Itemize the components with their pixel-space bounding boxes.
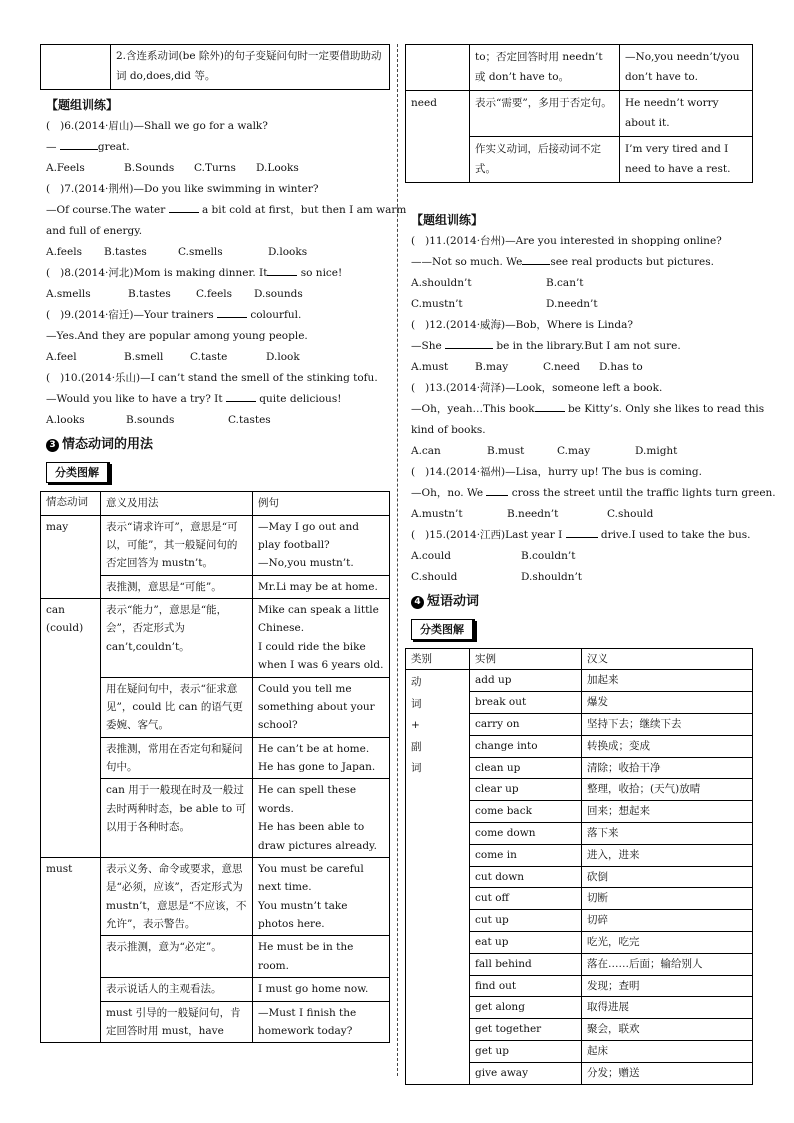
phrase-example: eat up — [470, 931, 582, 953]
phrase-example: cut off — [470, 888, 582, 910]
phrase-meaning: 坚持下去；继续下去 — [582, 713, 753, 735]
phrase-meaning: 回来；想起来 — [582, 801, 753, 823]
phrase-example: come down — [470, 822, 582, 844]
table-row — [406, 670, 753, 692]
phrase-example: change into — [470, 735, 582, 757]
phrase-example: get along — [470, 997, 582, 1019]
question-12: ( )12.(2014·威海)—Bob，Where is Linda? —She be in the library.But I am not sure. A.must B.may C.need D.has to — [411, 319, 681, 374]
modal-word-can: can (could) — [41, 599, 101, 858]
phrase-meaning: 砍倒 — [582, 866, 753, 888]
question-10: ( )10.(2014·乐山)—I can’t stand the smell of the stinking tofu. —Would you like to have a try? It quite delicious! A.looks B.sounds C.tastes — [46, 372, 378, 427]
practice-title-2: 【题组训练】 — [411, 212, 484, 227]
phrase-example: cut up — [470, 910, 582, 932]
phrase-meaning: 加起来 — [582, 670, 753, 692]
phrase-meaning: 切断 — [582, 888, 753, 910]
phrase-example: find out — [470, 975, 582, 997]
phrase-example: come in — [470, 844, 582, 866]
phrase-example: fall behind — [470, 953, 582, 975]
phrase-meaning: 吃光，吃完 — [582, 931, 753, 953]
phrase-meaning: 爆发 — [582, 692, 753, 714]
practice-title: 【题组训练】 — [46, 97, 119, 112]
top-table-empty-cell — [41, 45, 111, 90]
phrase-meaning: 取得进展 — [582, 997, 753, 1019]
phrase-meaning: 转换成；变成 — [582, 735, 753, 757]
column-divider — [397, 44, 398, 1076]
phrase-example: clean up — [470, 757, 582, 779]
phrase-example: carry on — [470, 713, 582, 735]
phrasal-verbs-table: 类别 实例 汉义 动 词 + 副 词 add up 加起来 break out 爆发 carry on 坚持下去；继续下去 change into 转换成；变成 clean up 清除；收拾干净 clear up 整理，收拾；(天气)放晴 come back 回来；想起来 come down 落下来 come in 进入，进来 cut down 砍倒 cut off 切断 cut up 切碎 eat up 吃光，吃完 fall behind 落在……后面；输给别人 find out 发现；查明 get along 取得进展 get together 聚会，联欢 get up 起床 give away 分发；赠送 — [405, 648, 753, 1085]
top-table — [40, 44, 390, 90]
phrase-example: break out — [470, 692, 582, 714]
phrase-example: get up — [470, 1040, 582, 1062]
phrase-example: come back — [470, 801, 582, 823]
question-6: ( )6.(2014·眉山)—Shall we go for a walk? — great. A.Feels B.Sounds C.Turns D.Looks — [46, 120, 299, 175]
top-table-cell: 2.含连系动词(be 除外)的句子变疑问句时一定要借助助动词 do,does,did 等。 — [111, 45, 390, 90]
number-4-icon: 4 — [411, 596, 424, 609]
phrase-example: get together — [470, 1019, 582, 1041]
question-15: ( )15.(2014·江西)Last year I drive.I used to take the bus. A.could B.couldn’t C.should D.shouldn’t — [411, 529, 751, 584]
phrase-meaning: 整理，收拾；(天气)放晴 — [582, 779, 753, 801]
left-column — [40, 44, 407, 1043]
question-13: ( )13.(2014·菏泽)—Look，someone left a book. —Oh，yeah…This book be Kitty’s. Only she likes to read this kind of books. A.can B.must C.may D.might — [411, 382, 765, 458]
modal-verbs-table: 情态动词 意义及用法 例句 may 表示“请求许可”，意思是“可以，可能”，其一般疑问句的否定回答为 mustn’t。 —May I go out and play football? —No,you mustn’t. 表推测，意思是“可能”。 Mr.Li may be at home. can (could) 表示“能力”，意思是“能，会”，否定形式为 can’t,couldn’t。 Mike can speak a little Chinese. I could ride the bike when I was 6 years old. 用在疑问句中，表示“征求意见”，could 比 can 的语气更委婉、客气。 Could you tell me something about your school? 表推测，常用在否定句和疑问句中。 He can’t be at home. He has gone to Japan. can 用于一般现在时及一般过去时两种时态，be able to 可以用于各种时态。 He can spell these words. He has been able to draw pictures already. must 表示义务、命令或要求，意思是“必须，应该”，否定形式为 mustn’t，意思是“不应该，不允许”，表示警告。 You must be careful next time. You mustn’t take photos here. 表示推测，意为“必定”。 He must be in the room. 表示说话人的主观看法。 I must go home now. must 引导的一般疑问句，肯定回答时用 must，have —Must I finish the homework today? — [40, 491, 390, 1044]
question-14: ( )14.(2014·福州)—Lisa，hurry up! The bus is coming. —Oh，no. We cross the street until the traffic lights turn green. A.mustn’t B.needn’t C.should — [411, 466, 776, 521]
phrase-meaning: 落下来 — [582, 822, 753, 844]
category-cell: 动 词 + 副 词 — [406, 670, 470, 1084]
need-table: to；否定回答时用 needn’t 或 don’t have to。 —No,you needn’t/you don’t have to. need 表示“需要”，多用于否定句。 He needn’t worry about it. 作实义动词，后接动词不定式。 I’m very tired and I need to have a rest. — [405, 44, 753, 183]
modal-word-may: may — [41, 515, 101, 599]
number-3-icon: 3 — [46, 439, 59, 452]
modal-word-need: need — [406, 90, 470, 182]
phrase-example: add up — [470, 670, 582, 692]
phrase-meaning: 聚会，联欢 — [582, 1019, 753, 1041]
phrase-meaning: 起床 — [582, 1040, 753, 1062]
phrase-meaning: 分发；赠送 — [582, 1062, 753, 1084]
right-column — [405, 44, 776, 1085]
phrase-meaning: 清除；收拾干净 — [582, 757, 753, 779]
question-9: ( )9.(2014·宿迁)—Your trainers colourful. —Yes.And they are popular among young people. A.feel B.smell C.taste D.look — [46, 309, 308, 364]
question-11: ( )11.(2014·台州)—Are you interested in shopping online? ——Not so much. We see real products but pictures. A.shouldn’t B.can’t C.mustn’t D.needn’t — [411, 235, 722, 311]
section-4-heading: 4 短语动词 — [411, 592, 753, 612]
category-badge: 分类图解 — [46, 462, 110, 483]
category-badge-2: 分类图解 — [411, 619, 475, 640]
question-7: ( )7.(2014·荆州)—Do you like swimming in winter? —Of course.The water a bit cold at first，but then I am warm and full of energy. A.feels B.tastes C.smells D.looks — [46, 183, 407, 259]
question-8: ( )8.(2014·河北)Mom is making dinner. It so nice! A.smells B.tastes C.feels D.sounds — [46, 267, 343, 301]
phrase-meaning: 落在……后面；输给别人 — [582, 953, 753, 975]
phrase-example: cut down — [470, 866, 582, 888]
phrase-meaning: 切碎 — [582, 910, 753, 932]
section-3-heading: 3 情态动词的用法 — [46, 435, 390, 455]
phrase-meaning: 进入，进来 — [582, 844, 753, 866]
phrase-example: give away — [470, 1062, 582, 1084]
phrase-meaning: 发现；查明 — [582, 975, 753, 997]
phrase-example: clear up — [470, 779, 582, 801]
modal-word-must: must — [41, 857, 101, 1042]
